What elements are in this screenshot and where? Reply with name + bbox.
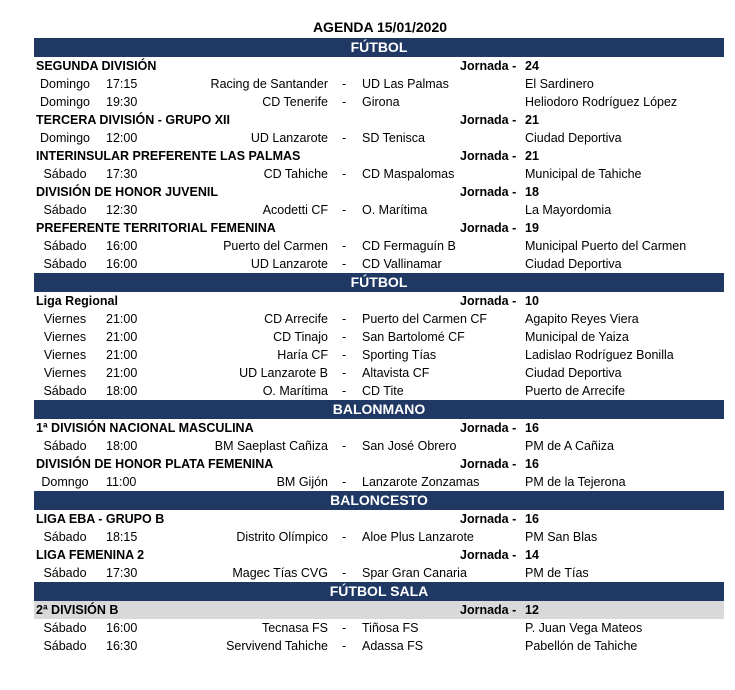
match-time: 21:00 bbox=[106, 312, 138, 326]
jornada-number: 21 bbox=[525, 113, 539, 127]
competition-name: DIVISIÓN DE HONOR PLATA FEMENINA bbox=[36, 457, 274, 471]
home-team: Haría CF bbox=[277, 348, 328, 362]
away-team: Altavista CF bbox=[362, 366, 430, 380]
vs-separator: - bbox=[342, 475, 347, 489]
match-venue: PM de A Cañiza bbox=[525, 439, 614, 453]
competition-header bbox=[34, 455, 724, 473]
match-row bbox=[34, 93, 724, 111]
match-time: 16:00 bbox=[106, 621, 138, 635]
match-time: 17:30 bbox=[106, 566, 138, 580]
match-day: Viernes bbox=[43, 366, 87, 380]
vs-separator: - bbox=[342, 95, 347, 109]
match-row bbox=[34, 382, 724, 400]
match-day: Sábado bbox=[43, 203, 87, 217]
home-team: UD Lanzarote B bbox=[239, 366, 328, 380]
match-row bbox=[34, 364, 724, 382]
away-team: UD Las Palmas bbox=[362, 77, 449, 91]
match-venue: Municipal de Yaiza bbox=[525, 330, 629, 344]
match-row bbox=[34, 165, 724, 183]
competition-header bbox=[34, 292, 724, 310]
jornada-number: 16 bbox=[525, 512, 539, 526]
away-team: Sporting Tías bbox=[362, 348, 437, 362]
match-time: 12:00 bbox=[106, 131, 138, 145]
vs-separator: - bbox=[342, 639, 347, 653]
match-row bbox=[34, 201, 724, 219]
match-row bbox=[34, 619, 724, 637]
match-row bbox=[34, 564, 724, 582]
home-team: UD Lanzarote bbox=[250, 257, 328, 271]
match-day: Domngo bbox=[41, 475, 89, 489]
jornada-number: 14 bbox=[525, 548, 539, 562]
jornada-number: 18 bbox=[525, 185, 539, 199]
match-day: Viernes bbox=[43, 312, 87, 326]
match-day: Sábado bbox=[43, 257, 87, 271]
match-time: 16:30 bbox=[106, 639, 138, 653]
home-team: BM Saeplast Cañiza bbox=[214, 439, 328, 453]
vs-separator: - bbox=[342, 348, 347, 362]
jornada-label: Jornada - bbox=[460, 221, 517, 235]
competition-header bbox=[34, 546, 724, 564]
competition-header bbox=[34, 601, 724, 619]
match-day: Domingo bbox=[39, 77, 91, 91]
competition-name: PREFERENTE TERRITORIAL FEMENINA bbox=[36, 221, 276, 235]
jornada-label: Jornada - bbox=[460, 421, 517, 435]
vs-separator: - bbox=[342, 257, 347, 271]
away-team: Adassa FS bbox=[362, 639, 424, 653]
home-team: Acodetti CF bbox=[262, 203, 328, 217]
competition-header bbox=[34, 219, 724, 237]
away-team: CD Fermaguín B bbox=[362, 239, 456, 253]
match-venue: Municipal Puerto del Carmen bbox=[525, 239, 687, 253]
vs-separator: - bbox=[342, 366, 347, 380]
competition-name: 2ª DIVISIÓN B bbox=[36, 603, 119, 617]
match-day: Sábado bbox=[43, 384, 87, 398]
jornada-number: 10 bbox=[525, 294, 539, 308]
away-team: Tiñosa FS bbox=[362, 621, 419, 635]
competition-name: Liga Regional bbox=[36, 294, 118, 308]
sport-section-header: BALONMANO bbox=[34, 400, 724, 419]
vs-separator: - bbox=[342, 239, 347, 253]
jornada-label: Jornada - bbox=[460, 512, 517, 526]
competition-header bbox=[34, 419, 724, 437]
competition-name: LIGA FEMENINA 2 bbox=[36, 548, 145, 562]
match-row bbox=[34, 129, 724, 147]
match-venue: PM de la Tejerona bbox=[525, 475, 626, 489]
match-day: Domingo bbox=[39, 95, 91, 109]
match-time: 21:00 bbox=[106, 348, 138, 362]
jornada-label: Jornada - bbox=[460, 548, 517, 562]
match-day: Viernes bbox=[43, 330, 87, 344]
home-team: Magec Tías CVG bbox=[232, 566, 328, 580]
sport-section-header: FÚTBOL SALA bbox=[34, 582, 724, 601]
jornada-number: 12 bbox=[525, 603, 539, 617]
vs-separator: - bbox=[342, 384, 347, 398]
away-team: San Bartolomé CF bbox=[362, 330, 465, 344]
home-team: UD Lanzarote bbox=[250, 131, 328, 145]
match-time: 18:00 bbox=[106, 439, 138, 453]
match-venue: La Mayordomia bbox=[525, 203, 612, 217]
jornada-label: Jornada - bbox=[460, 294, 517, 308]
competition-name: TERCERA DIVISIÓN - GRUPO XII bbox=[36, 113, 231, 127]
jornada-label: Jornada - bbox=[460, 185, 517, 199]
match-venue: Heliodoro Rodríguez López bbox=[525, 95, 678, 109]
home-team: Distrito Olímpico bbox=[236, 530, 328, 544]
match-day: Sábado bbox=[43, 621, 87, 635]
match-time: 16:00 bbox=[106, 257, 138, 271]
jornada-number: 16 bbox=[525, 457, 539, 471]
match-venue: Ciudad Deportiva bbox=[525, 131, 622, 145]
home-team: O. Marítima bbox=[262, 384, 328, 398]
vs-separator: - bbox=[342, 131, 347, 145]
match-day: Sábado bbox=[43, 439, 87, 453]
vs-separator: - bbox=[342, 530, 347, 544]
away-team: Lanzarote Zonzamas bbox=[362, 475, 480, 489]
sport-section-header: FÚTBOL bbox=[34, 273, 724, 292]
jornada-label: Jornada - bbox=[460, 149, 517, 163]
match-venue: Ciudad Deportiva bbox=[525, 366, 622, 380]
competition-name: SEGUNDA DIVISIÓN bbox=[36, 59, 157, 73]
match-day: Sábado bbox=[43, 639, 87, 653]
home-team: Puerto del Carmen bbox=[223, 239, 328, 253]
competition-name: INTERINSULAR PREFERENTE LAS PALMAS bbox=[36, 149, 301, 163]
match-time: 16:00 bbox=[106, 239, 138, 253]
match-time: 21:00 bbox=[106, 330, 138, 344]
competition-header bbox=[34, 147, 724, 165]
match-row bbox=[34, 328, 724, 346]
jornada-label: Jornada - bbox=[460, 59, 517, 73]
match-venue: PM de Tías bbox=[525, 566, 589, 580]
agenda-table bbox=[34, 38, 724, 655]
competition-name: 1ª DIVISIÓN NACIONAL MASCULINA bbox=[36, 421, 254, 435]
away-team: Girona bbox=[362, 95, 400, 109]
match-row bbox=[34, 528, 724, 546]
match-row bbox=[34, 310, 724, 328]
match-venue: Puerto de Arrecife bbox=[525, 384, 626, 398]
jornada-label: Jornada - bbox=[460, 113, 517, 127]
match-row bbox=[34, 346, 724, 364]
match-time: 17:30 bbox=[106, 167, 138, 181]
away-team: Spar Gran Canaria bbox=[362, 566, 467, 580]
vs-separator: - bbox=[342, 621, 347, 635]
away-team: CD Tite bbox=[362, 384, 404, 398]
away-team: O. Marítima bbox=[362, 203, 428, 217]
competition-name: LIGA EBA - GRUPO B bbox=[36, 512, 165, 526]
match-day: Domingo bbox=[39, 131, 91, 145]
away-team: Aloe Plus Lanzarote bbox=[362, 530, 474, 544]
home-team: CD Arrecife bbox=[264, 312, 328, 326]
away-team: SD Tenisca bbox=[362, 131, 425, 145]
jornada-number: 24 bbox=[525, 59, 539, 73]
match-day: Sábado bbox=[43, 566, 87, 580]
match-venue: PM San Blas bbox=[525, 530, 598, 544]
competition-name: DIVISIÓN DE HONOR JUVENIL bbox=[36, 185, 218, 199]
vs-separator: - bbox=[342, 77, 347, 91]
home-team: CD Tenerife bbox=[262, 95, 328, 109]
jornada-label: Jornada - bbox=[460, 457, 517, 471]
match-time: 21:00 bbox=[106, 366, 138, 380]
match-venue: Ciudad Deportiva bbox=[525, 257, 622, 271]
match-venue: Agapito Reyes Viera bbox=[525, 312, 639, 326]
match-row bbox=[34, 437, 724, 455]
home-team: Tecnasa FS bbox=[261, 621, 328, 635]
match-time: 12:30 bbox=[106, 203, 138, 217]
match-row bbox=[34, 75, 724, 93]
competition-header bbox=[34, 57, 724, 75]
competition-header bbox=[34, 111, 724, 129]
home-team: Servivend Tahiche bbox=[226, 639, 328, 653]
vs-separator: - bbox=[342, 330, 347, 344]
vs-separator: - bbox=[342, 312, 347, 326]
match-time: 18:00 bbox=[106, 384, 138, 398]
home-team: CD Tahiche bbox=[263, 167, 328, 181]
match-time: 17:15 bbox=[106, 77, 138, 91]
match-row bbox=[34, 637, 724, 655]
match-venue: Ladislao Rodríguez Bonilla bbox=[525, 348, 674, 362]
page-title: AGENDA 15/01/2020 bbox=[312, 19, 448, 35]
vs-separator: - bbox=[342, 167, 347, 181]
competition-header bbox=[34, 510, 724, 528]
sport-section-header: FÚTBOL bbox=[34, 38, 724, 57]
away-team: CD Vallinamar bbox=[362, 257, 442, 271]
away-team: San José Obrero bbox=[362, 439, 457, 453]
match-venue: P. Juan Vega Mateos bbox=[525, 621, 643, 635]
jornada-number: 16 bbox=[525, 421, 539, 435]
match-time: 18:15 bbox=[106, 530, 138, 544]
jornada-label: Jornada - bbox=[460, 603, 517, 617]
match-row bbox=[34, 473, 724, 491]
match-day: Viernes bbox=[43, 348, 87, 362]
jornada-number: 19 bbox=[525, 221, 539, 235]
match-time: 11:00 bbox=[106, 475, 137, 489]
away-team: CD Maspalomas bbox=[362, 167, 455, 181]
home-team: CD Tinajo bbox=[273, 330, 328, 344]
match-row bbox=[34, 255, 724, 273]
match-day: Sábado bbox=[43, 167, 87, 181]
away-team: Puerto del Carmen CF bbox=[362, 312, 488, 326]
match-day: Sábado bbox=[43, 239, 87, 253]
sport-section-header: BALONCESTO bbox=[34, 491, 724, 510]
match-venue: Municipal de Tahiche bbox=[525, 167, 642, 181]
vs-separator: - bbox=[342, 203, 347, 217]
match-day: Sábado bbox=[43, 530, 87, 544]
match-venue: El Sardinero bbox=[525, 77, 594, 91]
competition-header bbox=[34, 183, 724, 201]
vs-separator: - bbox=[342, 566, 347, 580]
home-team: BM Gijón bbox=[276, 475, 328, 489]
jornada-number: 21 bbox=[525, 149, 539, 163]
home-team: Racing de Santander bbox=[210, 77, 328, 91]
match-venue: Pabellón de Tahiche bbox=[525, 639, 638, 653]
match-time: 19:30 bbox=[106, 95, 138, 109]
match-row bbox=[34, 237, 724, 255]
vs-separator: - bbox=[342, 439, 347, 453]
